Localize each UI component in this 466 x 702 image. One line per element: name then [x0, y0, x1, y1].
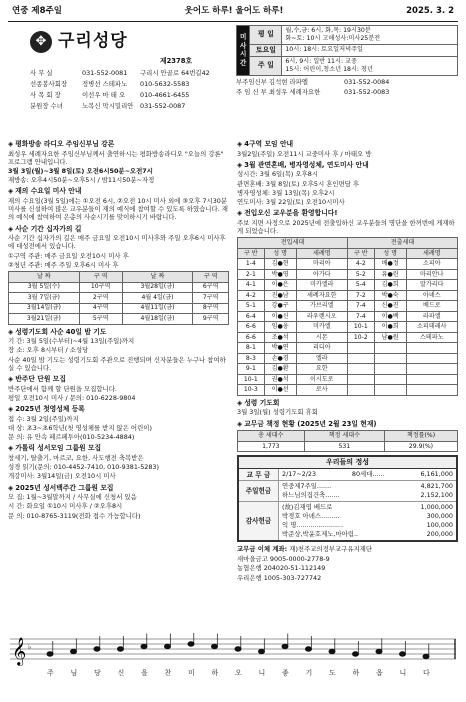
- bullet-icon: ◈: [8, 327, 14, 336]
- notice-title: 재의 수요일 미사 안내: [15, 187, 82, 196]
- music-note: [306, 647, 312, 651]
- notice-title: 교무금 책정 현황 (2025년 2월 23일 현재): [244, 419, 377, 428]
- music-note: [188, 642, 194, 646]
- music-note: [282, 644, 288, 648]
- lyric-syllable: 좋: [282, 669, 289, 677]
- lyric-syllable: 옵: [376, 669, 383, 677]
- music-note: [94, 647, 100, 651]
- bullet-icon: ◈: [8, 139, 14, 148]
- lyric-syllable: 니: [258, 669, 266, 677]
- bullet-icon: ◈: [8, 187, 14, 196]
- notice-stations-of-cross: ◈ 사순 기간 십자가의 길 사순 기간 십자가의 길은 매주 금요일 오전10시 미사후와 주일 오후6시 미사후에 대성전에서 있습니다. ①구역 주관: 매주 금요일 오전10시 미사 후 ②청년 주관: 매주 주일 오후6시 미사 후 날 짜 구 역 날 짜 구 역 3월 5일(수) 10구역 3월28일(금) 6구역 3월 7일(금) 2구역 4월 4일(금) 7구역 3월14일(금) 4구역 4월11일(금) 8구역 3월21일(금) 5구역 4월18일(금) 9구역: [8, 225, 229, 325]
- notice-title: 2025년 성서백주간 그룹원 모집: [15, 483, 114, 492]
- mass-day: 토요일: [250, 44, 282, 56]
- treble-clef-icon: 𝄞: [12, 637, 27, 665]
- notice-district-meeting: ◈ 4구역 모임 안내 3월2일(주일) 오전11시 교중미사 후 / 마태오 방: [237, 139, 372, 158]
- notice-first-communion: ◈ 2025년 첫영성체 등록 접 수: 3월 2일(주일)까지 대 상: 초3~초6학년(첫 영성체를 받지 않은 어린이) 문 의: 유 안속 페르페투아(010-5234-4884): [8, 405, 152, 442]
- notice-title: 반주단 단원 모집: [15, 374, 66, 383]
- notice-parishioner-transfers: ◈ 전입오신 교우분을 환영합니다! 주보 지면 사정으로 2025년에 전출입하신 교우분들의 명단을 한꺼번에 게재하게 되었습니다. 전입세대 전출세대 구 반 성 명 세례명 구 반 성 명 세례명 1-4 김●현 마리아 4-2 배●정 소피아 2-1 박●영 아가다 5-2 유●린 마리안나 4-1 이●은 미카엘라 5-4 김●희 말가리다 4-2 진●남 세례자요한 7-2 박●숙 아녜스 5-1 강●구 가브리엘 7-4 신●진 베드로 6-4 이●신 라우렌시오 7-4 이●백 라파엘 6-6 임●웅 미카엘 10-1 이●희 소피데레사 6-6 조●석 시몬 10-2 남●원 스테파노 8-1 박●연 리디아 8-3 손●경 엘라 9-1 김●환 요한 10-1 권●석 이시도로 10-3 이●선 로사: [237, 209, 458, 396]
- music-note: [165, 644, 171, 648]
- notice-title: 4구역 모임 안내: [244, 139, 294, 148]
- music-note: [329, 649, 335, 653]
- cross-icon: ✥: [30, 31, 52, 53]
- lyric-syllable: 신: [117, 669, 125, 677]
- music-note: [71, 649, 77, 653]
- issue-number: 제2378호: [160, 56, 193, 65]
- svg-text:♭: ♭: [28, 643, 32, 651]
- offerings-title: 우리들의 정성: [239, 457, 456, 469]
- parish-logo: [30, 31, 232, 53]
- contact-row: 부주임신부 김석현 라파엘 031-552-0084: [236, 77, 390, 86]
- lyric-syllable: 님: [70, 669, 78, 677]
- bullet-icon: ◈: [8, 374, 14, 383]
- mass-table: [236, 25, 458, 76]
- thanks-offering-row: 감사헌금 (故)김재엽 베드로 1,000,000 박경호 아녜스......... 300,000 익 명....................... 100,000 박준상,박윤호제노,마아림.. 200,000: [239, 502, 456, 540]
- table-row: 3월 7일(금) 2구역 4월 4일(금) 7구역: [9, 293, 229, 304]
- bullet-icon: ◈: [8, 444, 14, 453]
- table-row: 2-1 박●영 아가다 5-2 유●린 마리안나: [238, 269, 458, 280]
- dues-row: 교 무 금 2/17~2/23 80세대...... 6,161,000: [239, 469, 456, 481]
- notice-title: 성령기도회 사순 40일 밤 기도: [15, 327, 107, 336]
- bullet-icon: ◈: [8, 405, 14, 413]
- staff-row: 사 목 회 장 이선우 마 태 오 010-4661-6455: [30, 90, 190, 99]
- notice-radio: ◈ 평화방송 라디오 주임신부님 강론 최성우 세례자요한 주임신부님께서 출연하시는 평화방송라디오 "오늘의 강론" 프로그램 안내입니다. 3월 3일(월)~3월 8일(토) 오전6시50분~오전7시 재방송: 오후4시50분~오후5시 / 밤11시50분~자정: [8, 139, 224, 185]
- music-note: [47, 652, 53, 656]
- bullet-icon: ◈: [8, 483, 14, 492]
- mass-side-label: 미사시간: [237, 25, 250, 75]
- table-row: 5-1 강●구 가브리엘 7-4 신●진 베드로: [238, 301, 458, 312]
- music-note: [118, 647, 124, 651]
- notice-accompanist: ◈ 반주단 단원 모집 반주단에서 함께 할 단원을 모집합니다. 평일 오전10시 미사 / 문의: 010-6228-9804: [8, 374, 136, 402]
- lyric-syllable: 당: [94, 669, 101, 677]
- mass-times: 10시: 18시: 토요일저녁주일: [282, 44, 458, 56]
- table-row: 3월14일(금) 4구역 4월11일(금) 8구역: [9, 303, 229, 314]
- bank-accounts: 교무금 이체 계좌: 재)천주교의정부교구유지재단 새마을금고 9005-0000-2778-9 농협은행 204020-51-112149 우리은행 1005-303-727742: [237, 545, 373, 582]
- table-row: 3월21일(금) 5구역 4월18일(금) 9구역: [9, 314, 229, 325]
- table-row: 4-1 이●은 미카엘라 5-4 김●희 말가리다: [238, 280, 458, 291]
- motto: 웃어도 하루! 울어도 하루!: [184, 6, 284, 16]
- left-column: [8, 140, 229, 583]
- table-row: 4-2 진●남 세례자요한 7-2 박●숙 아녜스: [238, 290, 458, 301]
- bullet-icon: ◈: [237, 209, 243, 218]
- sunday-offering-row: 주일헌금 연중제7주일....... 4,821,700 하느님의집건축....... 2,152,100: [239, 481, 456, 502]
- table-row: 3월 5일(수) 10구역 3월28일(금) 6구역: [9, 282, 229, 293]
- music-note: [141, 644, 147, 648]
- music-note: [353, 652, 359, 656]
- music-note: [235, 647, 241, 651]
- staff-row: 분원장 수녀 노복신 막시밀리안 031-552-0087: [30, 101, 186, 110]
- table-row: 10-3 이●선 로사: [238, 385, 458, 396]
- bullet-icon: ◈: [8, 224, 14, 233]
- bullet-icon: ◈: [237, 139, 243, 148]
- liturgical-week: 연중 제8주일: [12, 6, 62, 16]
- lyric-syllable: 오: [235, 669, 242, 677]
- lyric-syllable: 다: [423, 669, 430, 677]
- notice-ash-wednesday: ◈ 재의 수요일 미사 안내 재의 수요일(3월 5일)에는 ①오전 6시, ②오전 10시 미사 외에 ③오후 7시30분 미사를 신설하여 많은 교우분들이 재의 예식에 참여할 수 있도록 하였습니다. 재의 예식에 참여하여 은총의 사순시기를 맞이하시기 바랍니다.: [8, 187, 228, 222]
- notice-title: 성령 기도회: [244, 398, 280, 407]
- lyric-syllable: 니: [399, 669, 407, 677]
- lyric-syllable: 하: [211, 669, 219, 677]
- top-bar: [8, 4, 458, 22]
- mass-day: 평 일: [250, 25, 282, 44]
- table-row: 8-1 박●연 리디아: [238, 343, 458, 354]
- lyric-syllable: 기: [305, 669, 313, 677]
- transfer-table: 전입세대 전출세대 구 반 성 명 세례명 구 반 성 명 세례명 1-4 김●현 마리아 4-2 배●정 소피아 2-1 박●영 아가다 5-2 유●린 마리안나 4-1 이●은 미카엘라 5-4 김●희 말가리다 4-2 진●남 세례자요한 7-2 박●숙 아녜스 5-1 강●구 가브리엘 7-4 신●진 베드로 6-4 이●신 라우렌시오 7-4 이●백 라파엘 6-6 임●웅 미카엘 10-1 이●희 소피데레사 6-6 조●석 시몬 10-2 남●원 스테파노 8-1 박●연 리디아 8-3 손●경 엘라 9-1 김●환 요한 10-1 권●석 이시도로 10-3 이●선 로사: [237, 237, 458, 396]
- lyric-syllable: 찬: [164, 669, 172, 677]
- table-row: 6-6 조●석 시몬 10-2 남●원 스테파노: [238, 332, 458, 343]
- content-columns: [8, 140, 458, 583]
- lyric-syllable: 도: [329, 669, 336, 677]
- notice-title: 전입오신 교우분을 환영합니다!: [244, 209, 338, 218]
- lyric-syllable: 하: [352, 669, 360, 677]
- music-note: [400, 652, 406, 656]
- notice-bible-study: ◈ 가톨릭 성서모임 그룹원 모집 창세기, 탈출기, 마르코, 요한, 사도행전 축복받은 성경 읽기(문의: 010-4452-7410, 010-9381-5283) 개강미사: 3월14일(금) 오전10시 미사: [8, 444, 159, 481]
- staff-row: 선종봉사회장 정병선 스테파노 010-5632-5583: [30, 79, 190, 88]
- header: [8, 25, 458, 137]
- lyric-syllable: 미: [188, 669, 195, 677]
- music-note: [259, 649, 265, 653]
- mass-schedule: [232, 25, 458, 137]
- parish-name: 구리성당: [58, 31, 128, 51]
- table-row: 1-4 김●현 마리아 4-2 배●정 소피아: [238, 259, 458, 270]
- contact-row: 주 임 신 부 최성우 세례자요한 031-552-0083: [236, 87, 390, 96]
- table-row: 6-4 이●신 라우렌시오 7-4 이●백 라파엘: [238, 311, 458, 322]
- table-row: 1,773 531 29.9(%): [238, 441, 458, 452]
- music-note: [376, 649, 382, 653]
- notice-title: 2025년 첫영성체 등록: [15, 405, 85, 413]
- mass-day: 주 일: [250, 56, 282, 75]
- right-column: [237, 140, 458, 583]
- notice-bible-100-weeks: ◈ 2025년 성서백주간 그룹원 모집 모 집: 1월~3월말까지 / 사무실에 신청서 있음 시 간: 화요일 ①10시 미사후 / ②오후8시 문 의: 010-8765-3119(전화 접수 가능합니다): [8, 483, 141, 520]
- staff-list: [30, 69, 232, 113]
- notice-title: 3월 관면혼배, 병자영성체, 연도미사 안내: [244, 160, 369, 169]
- lyric-syllable: 을: [141, 669, 148, 677]
- table-row: 8-3 손●경 엘라: [238, 353, 458, 364]
- notice-holy-spirit-prayer: ◈ 성령 기도회 3월 3일(월) 성령기도회 휴회: [237, 398, 318, 417]
- notice-title: 사순 기간 십자가의 길: [15, 224, 82, 233]
- bullet-icon: ◈: [237, 419, 243, 428]
- issue-date: 2025. 3. 2: [406, 6, 454, 16]
- notice-dues-status: [237, 420, 458, 453]
- table-row: 10-1 권●석 이시도로: [238, 374, 458, 385]
- notice-title: 평화방송 라디오 주임신부님 강론: [15, 139, 115, 148]
- mass-times: 6시, 9시: 일반 11시: 교중 15시: 어린이,청소년 18시: 청년: [282, 56, 458, 75]
- dues-table: 총 세대수 책정 세대수 책정률(%) 1,773 531 29.9(%): [237, 430, 458, 452]
- table-row: 6-6 임●웅 미카엘 10-1 이●희 소피데레사: [238, 322, 458, 333]
- notice-title: 가톨릭 성서모임 그룹원 모집: [15, 444, 102, 453]
- bullet-icon: ◈: [237, 160, 243, 169]
- stations-schedule-table: 날 짜 구 역 날 짜 구 역 3월 5일(수) 10구역 3월28일(금) 6구역 3월 7일(금) 2구역 4월 4일(금) 7구역 3월14일(금) 4구역 4월11일(금) 8구역 3월21일(금) 5구역 4월18일(금) 9구역: [8, 271, 229, 325]
- offerings-box: [237, 455, 458, 542]
- staff-row: 사 무 실 031-552-0081 구리시 안골로 64번길42: [30, 68, 210, 77]
- lyric-syllable: 주: [47, 669, 54, 677]
- parish-info: [8, 25, 232, 137]
- priest-contacts: [236, 78, 458, 98]
- music-note: [212, 644, 218, 648]
- bullet-icon: ◈: [237, 398, 243, 407]
- notice-prayer-40-days: ◈ 성령기도회 사순 40일 밤 기도 기 간: 3월 5일(수부터)~4월 13일(주일)까지 장 소: 오후 8시부터 / 소성당 사순 40일 밤 기도는 성령기도회 주관으로 진행되며 신자분들은 누구나 참여하실 수 있습니다.: [8, 327, 226, 372]
- hymn-staff: [8, 633, 458, 693]
- mass-times: 월,수,금: 6시, 화,목: 19시30분 화~토: 10시 고해성사:미사25분전: [282, 25, 458, 44]
- notice-march-sacraments: ◈ 3월 관면혼배, 병자영성체, 연도미사 안내 성시간: 3월 6일(목) 오후8시 관면혼배: 3월 8일(토) 오후5시 혼인면담 후 병자영성체: 3월 13일(목) 오후2시 연도미사: 3월 22일(토) 오전10시미사: [237, 160, 369, 206]
- table-row: 9-1 김●환 요한: [238, 364, 458, 375]
- music-note: [423, 654, 429, 658]
